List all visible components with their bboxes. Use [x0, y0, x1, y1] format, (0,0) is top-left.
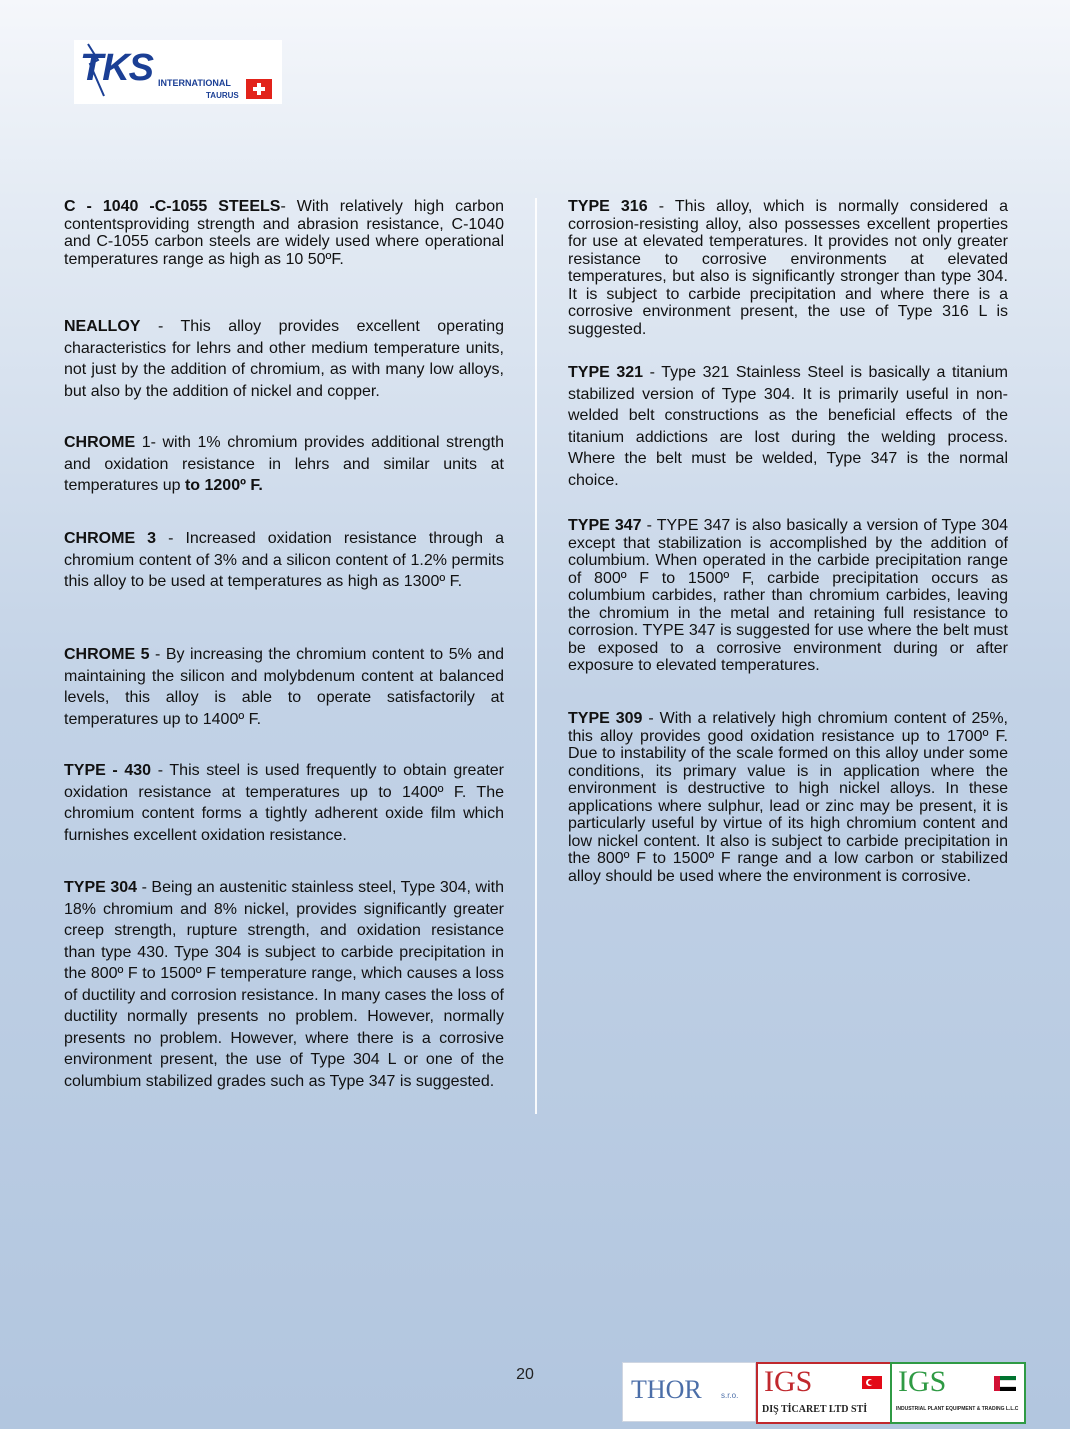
igs-turkey-logo-subtitle: DIŞ TİCARET LTD STİ — [762, 1404, 868, 1415]
section-body: - This alloy, which is normally considered a corrosion-resisting alloy, also possesses excellent properties for use at elevated temperatures. It provides not only greater resistance to corrosive environments at elevated temperatures, but also is significantly stronger than type 304. It is subject to carbide precipitation and where there is a corrosive environment present, the use of Type 316 L is suggested. — [568, 198, 1008, 338]
section-title: CHROME 3 — [64, 530, 157, 547]
section-body: - This alloy provides excellent operating characteristics for lehrs and other medium temperature units, not just by the addition of chromium, as with many low alloys, but also by the addition of nickel and copper. — [64, 318, 504, 400]
section-title: TYPE 321 — [568, 364, 644, 381]
swiss-flag-icon — [246, 79, 272, 99]
section-title: C - 1040 -C-1055 STEELS — [64, 198, 281, 215]
section-type-321 — [568, 362, 1008, 491]
section-title: TYPE 316 — [568, 198, 648, 215]
column-divider — [535, 198, 537, 1114]
section-title: TYPE 347 — [568, 517, 642, 534]
igs-turkey-logo-text: IGS — [764, 1365, 813, 1398]
section-body: - Increased oxidation resistance through a chromium content of 3% and a silicon content of 1.2% permits this alloy to be used at temperatures as high as 1300º F. — [64, 530, 504, 590]
section-chrome-5 — [64, 644, 504, 730]
section-body: 1- with 1% chromium provides additional strength and oxidation resistance in lehrs and similar units at temperatures up — [64, 434, 504, 494]
logo-international: INTERNATIONAL — [158, 78, 231, 88]
section-title: NEALLOY — [64, 318, 141, 335]
section-body: - Type 321 Stainless Steel is basically a titanium stabilized version of Type 304. It is primarily useful in non-welded belt constructions as the beneficial effects of the titanium addictions are lost during the welding process. Where the belt must be welded, Type 347 is the normal choice. — [568, 364, 1008, 489]
igs-uae-logo-subtitle: INDUSTRIAL PLANT EQUIPMENT & TRADING L.L.C — [896, 1406, 1019, 1412]
turkey-flag-icon — [862, 1376, 882, 1389]
section-type-316 — [568, 198, 1008, 338]
uae-flag-icon — [994, 1376, 1016, 1391]
section-type-347 — [568, 517, 1008, 675]
section-body: - With a relatively high chromium content of 25%, this alloy provides good oxidation resistance up to 1700º F. Due to instability of the scale formed on this alloy under some conditions, its primary value is in application where the environment is destructive to high nickel alloys. In these applications where sulphur, lead or zinc may be present, it is particularly useful by virtue of its high chromium content and low nickel content. It also is subject to carbide precipitation in the 800º F to 1500º F range and a low carbon or stabilized alloy should be used where the environment is corrosive. — [568, 710, 1008, 885]
section-body: - TYPE 347 is also basically a version of Type 304 except that stabilization is accomplished by the addition of columbium. When operated in the carbide precipitation range of 800º F to 1500º F, carbide precipitation occurs as columbium carbides, rather than chromium carbides, leaving the chromium in the metal and retaining full resistance to corrosion. TYPE 347 is suggested for use where the belt must be exposed to a corrosive environment during or after exposure to elevated temperatures. — [568, 517, 1008, 674]
igs-uae-logo — [890, 1362, 1026, 1424]
igs-uae-logo-text: IGS — [898, 1365, 947, 1398]
section-title: CHROME 5 — [64, 646, 150, 663]
page-number: 20 — [516, 1366, 534, 1383]
section-type-309 — [568, 710, 1008, 885]
partner-logos — [622, 1362, 1024, 1422]
section-title: TYPE 304 — [64, 879, 138, 896]
section-title: TYPE 309 — [568, 710, 643, 727]
section-nealloy — [64, 316, 504, 402]
logo-wordmark: TKS — [80, 47, 153, 89]
section-title: TYPE - 430 — [64, 762, 152, 779]
thor-logo-suffix: s.r.o. — [721, 1391, 739, 1400]
section-chrome-3 — [64, 528, 504, 593]
logo-taurus: TAURUS — [206, 91, 239, 100]
thor-logo — [622, 1362, 756, 1422]
section-chrome-1 — [64, 432, 504, 497]
section-title: CHROME — [64, 434, 136, 451]
section-body: - With relatively high carbon contentsproviding strength and abrasion resistance, C-1040 and C-1055 carbon steels are widely used where operational temperatures range as high as 10 50ºF. — [64, 198, 504, 268]
section-type-430 — [64, 760, 504, 846]
section-type-304 — [64, 877, 504, 1092]
tks-logo — [74, 40, 282, 104]
thor-logo-text: THOR — [631, 1375, 702, 1404]
section-c1040 — [64, 198, 504, 268]
igs-turkey-logo — [756, 1362, 892, 1424]
section-body: - This steel is used frequently to obtain greater oxidation resistance at temperatures up to 1400º F. The chromium content forms a tightly adherent oxide film which furnishes excellent oxidation resistance. — [64, 762, 505, 844]
section-body: - By increasing the chromium content to 5% and maintaining the silicon and molybdenum content at balanced levels, this alloy is able to operate satisfactorily at temperatures up to 1400º F. — [64, 646, 505, 728]
section-body: - Being an austenitic stainless steel, Type 304, with 18% chromium and 8% nickel, provides significantly greater creep strength, rupture strength, and oxidation resistance than type 430. Type 304 is subject to carbide precipitation in the 800º F to 1500º F temperature range, which causes a loss of ductility and corrosion resistance. In many cases the loss of ductility normally presents no problem. However, normally presents no problem. However, where there is a corrosive environment present, the use of Type 304 L or one of the columbium stabilized grades such as Type 347 is suggested. — [64, 879, 504, 1090]
section-body-bold: to 1200º F. — [184, 477, 263, 494]
